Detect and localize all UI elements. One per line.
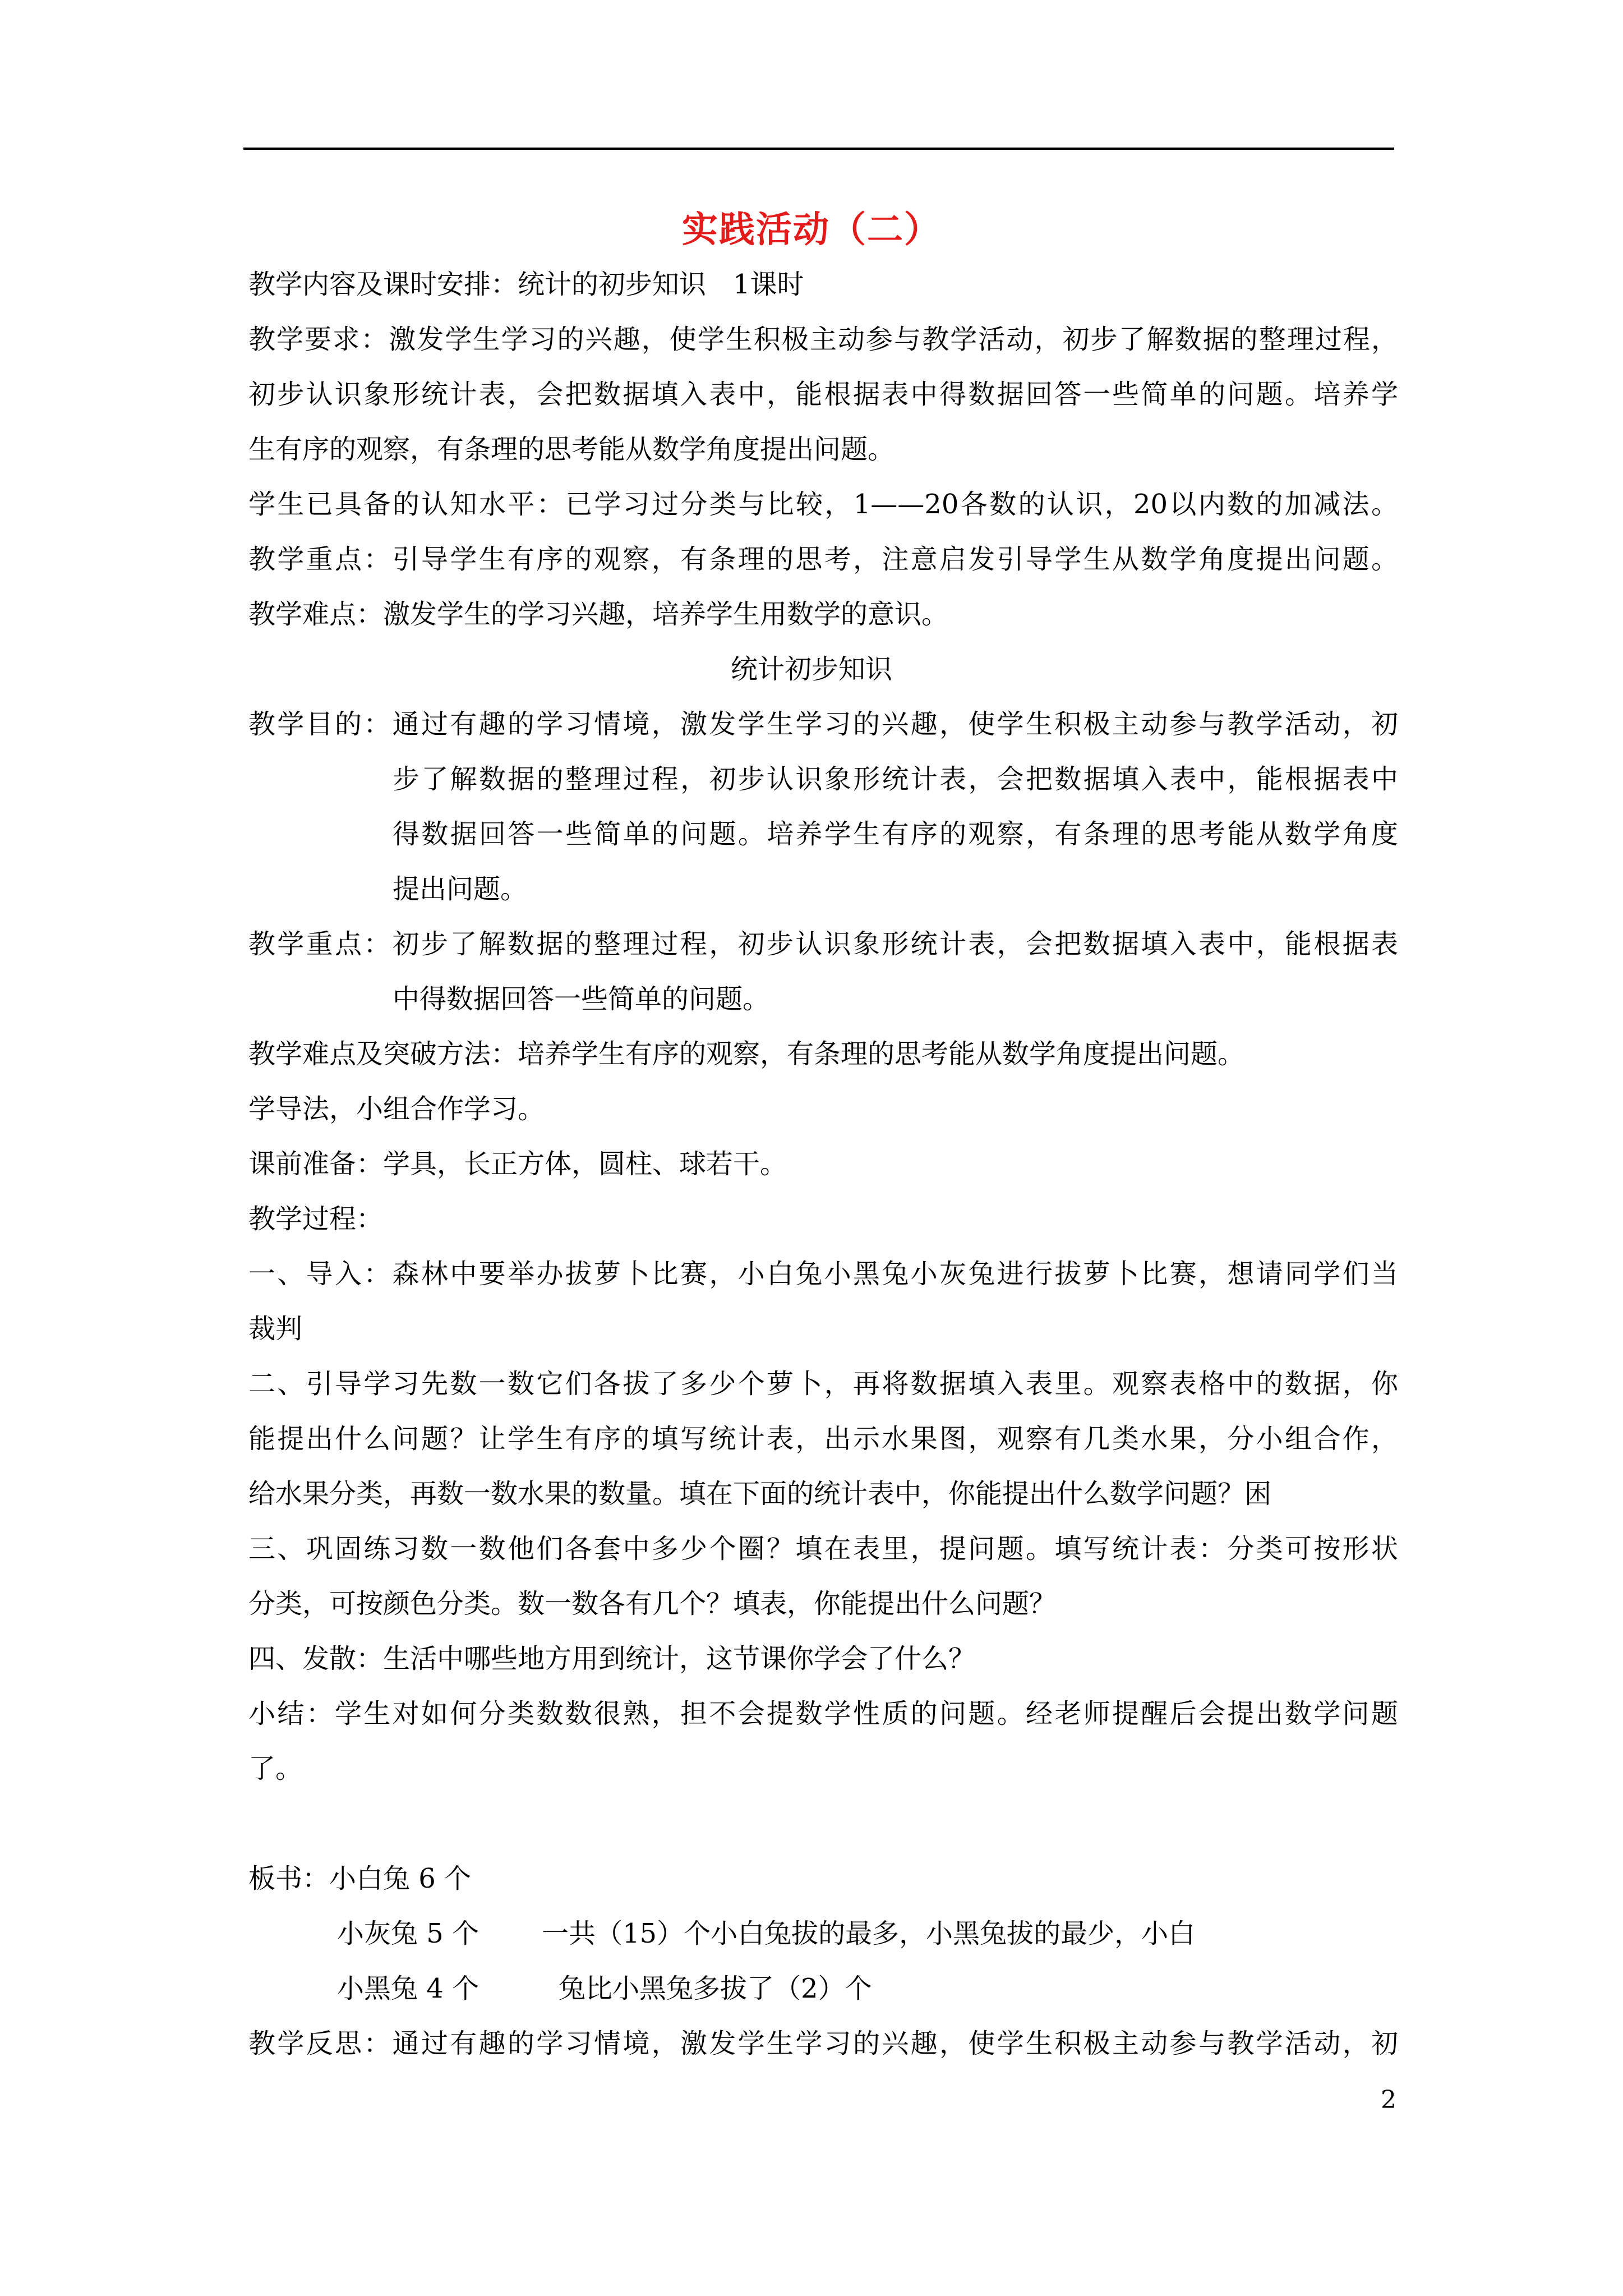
reflection-line: 教学反思：通过有趣的学习情境，激发学生学习的兴趣，使学生积极主动参与教学活动，初 [248, 2028, 1398, 2059]
text-line: 中得数据回答一些简单的问题。 [393, 983, 770, 1015]
text-line: 教学难点：激发学生的学习兴趣，培养学生用数学的意识。 [248, 599, 949, 630]
board-row-right: 兔比小黑兔多拔了（2）个 [559, 1973, 872, 2004]
text-line: 给水果分类，再数一数水果的数量。填在下面的统计表中，你能提出什么数学问题？困 [248, 1478, 1272, 1510]
text-line: 二、引导学习先数一数它们各拔了多少个萝卜，再将数据填入表里。观察表格中的数据，你 [248, 1368, 1398, 1400]
text-line: 步了解数据的整理过程，初步认识象形统计表，会把数据填入表中，能根据表中 [393, 763, 1398, 795]
text-line: 得数据回答一些简单的问题。培养学生有序的观察，有条理的思考能从数学角度 [393, 818, 1398, 850]
board-row-right: 一共（15）个小白兔拔的最多，小黑兔拔的最少，小白 [542, 1918, 1196, 1949]
text-line: 能提出什么问题？让学生有序的填写统计表，出示水果图，观察有几类水果，分小组合作， [248, 1423, 1398, 1455]
text-line: 教学内容及课时安排：统计的初步知识 1课时 [248, 269, 804, 300]
text-line: 一、导入：森林中要举办拔萝卜比赛，小白兔小黑兔小灰兔进行拔萝卜比赛，想请同学们当 [248, 1258, 1398, 1290]
text-line: 四、发散：生活中哪些地方用到统计，这节课你学会了什么？ [248, 1643, 976, 1674]
text-line: 学导法，小组合作学习。 [248, 1093, 545, 1125]
page-title: 实践活动（二） [682, 209, 941, 251]
text-line: 了。 [248, 1753, 303, 1784]
board-row-left: 小黑兔 4 个 [337, 1973, 479, 2004]
text-line: 课前准备：学具，长正方体，圆柱、球若干。 [248, 1148, 787, 1180]
text-line: 教学难点及突破方法：培养学生有序的观察，有条理的思考能从数学角度提出问题。 [248, 1038, 1245, 1070]
text-line: 三、巩固练习数一数他们各套中多少个圈？填在表里，提问题。填写统计表：分类可按形状 [248, 1533, 1398, 1565]
text-line: 分类，可按颜色分类。数一数各有几个？填表，你能提出什么问题？ [248, 1588, 1057, 1619]
board-label: 板书：小白兔 6 个 [248, 1863, 472, 1894]
text-line: 教学过程： [248, 1203, 384, 1235]
text-line: 学生已具备的认知水平：已学习过分类与比较，1——20各数的认识，20以内数的加减法。 [248, 489, 1398, 520]
text-line: 裁判 [248, 1313, 303, 1345]
text-line: 小结：学生对如何分类数数很熟，担不会提数学性质的问题。经老师提醒后会提出数学问题 [248, 1698, 1398, 1729]
board-row-left: 小灰兔 5 个 [337, 1918, 479, 1949]
text-line: 教学重点：引导学生有序的观察，有条理的思考，注意启发引导学生从数学角度提出问题。 [248, 544, 1398, 575]
section-heading: 统计初步知识 [730, 654, 892, 685]
text-line: 教学要求：激发学生学习的兴趣，使学生积极主动参与教学活动，初步了解数据的整理过程， [248, 324, 1398, 355]
text-line: 初步认识象形统计表，会把数据填入表中，能根据表中得数据回答一些简单的问题。培养学 [248, 379, 1398, 410]
text-line: 教学目的：通过有趣的学习情境，激发学生学习的兴趣，使学生积极主动参与教学活动，初 [248, 708, 1398, 740]
page-number: 2 [1381, 2086, 1396, 2114]
text-line: 生有序的观察，有条理的思考能从数学角度提出问题。 [248, 434, 895, 465]
header-rule [243, 148, 1394, 150]
text-line: 教学重点：初步了解数据的整理过程，初步认识象形统计表，会把数据填入表中，能根据表 [248, 928, 1398, 960]
text-line: 提出问题。 [393, 873, 528, 905]
